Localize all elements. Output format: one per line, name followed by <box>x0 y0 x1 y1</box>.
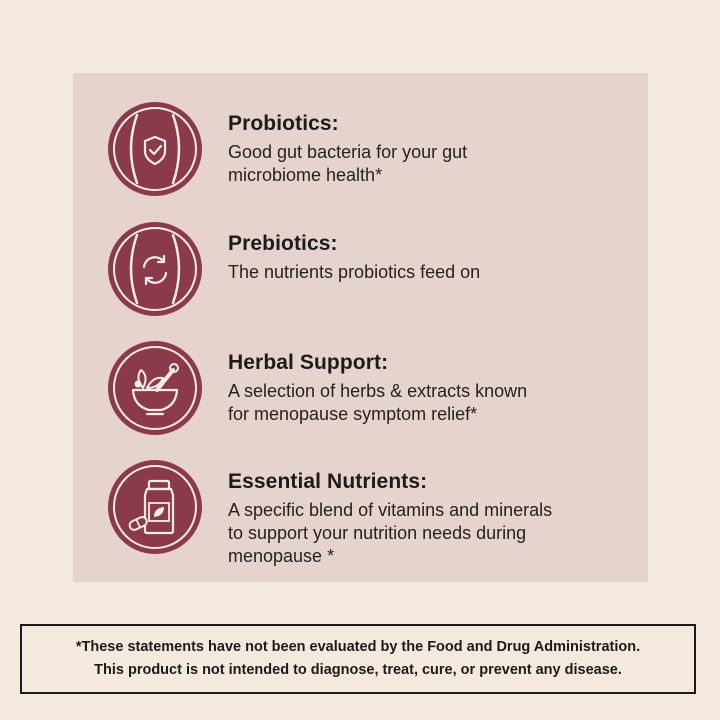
feature-description: A specific blend of vitamins and minerals to support your nutrition needs during menopause * <box>228 500 553 566</box>
disclaimer-line: *These statements have not been evaluated by the Food and Drug Administration. <box>75 639 641 655</box>
supplement-bottle-icon <box>107 459 203 555</box>
fda-disclaimer <box>20 624 696 694</box>
cycle-arrows-icon <box>107 221 203 317</box>
disclaimer-line: This product is not intended to diagnose, treat, cure, or prevent any disease. <box>94 662 622 678</box>
shield-check-icon <box>107 101 203 197</box>
feature-herbal-support <box>73 340 648 440</box>
feature-title: Essential Nutrients: <box>228 470 428 493</box>
feature-prebiotics <box>73 221 648 321</box>
feature-title: Herbal Support: <box>228 351 389 374</box>
feature-title: Probiotics: <box>228 112 339 135</box>
feature-description: The nutrients probiotics feed on <box>228 262 481 282</box>
feature-description: A selection of herbs & extracts known for menopause symptom relief* <box>228 381 528 424</box>
feature-description: Good gut bacteria for your gut microbiome health* <box>228 142 468 185</box>
mortar-pestle-icon <box>107 340 203 436</box>
feature-probiotics <box>73 101 648 201</box>
feature-essential-nutrients <box>73 459 648 566</box>
features-panel <box>73 73 648 582</box>
feature-title: Prebiotics: <box>228 232 338 255</box>
